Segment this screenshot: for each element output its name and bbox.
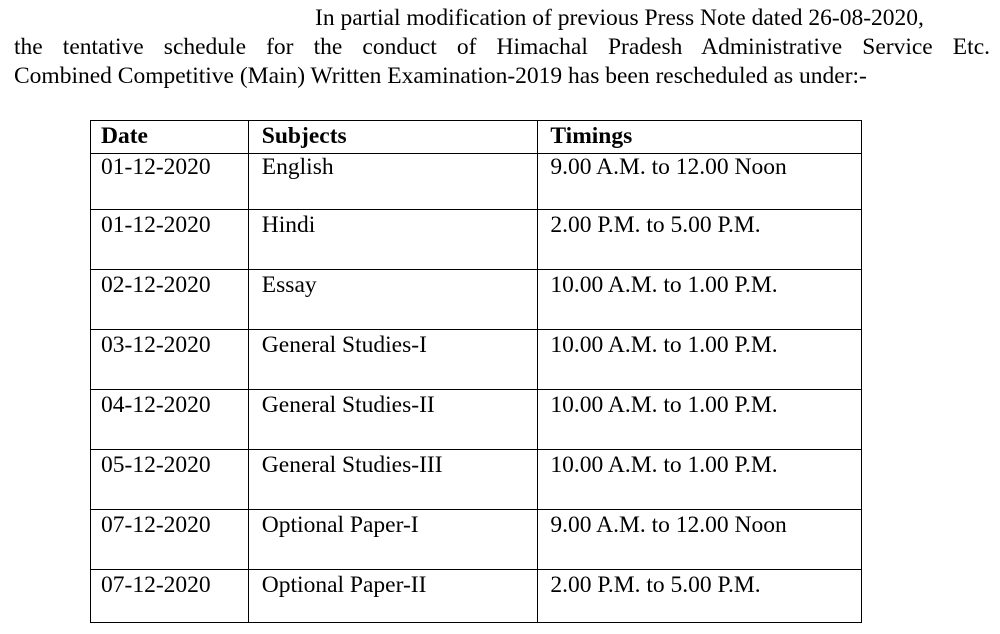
cell-subject: Essay	[248, 270, 538, 330]
intro-line-1: In partial modification of previous Press Note dated 26-08-2020,	[315, 5, 924, 31]
table-row	[91, 154, 862, 210]
header-date: Date	[91, 121, 249, 154]
cell-timing: 10.00 A.M. to 1.00 P.M.	[538, 450, 862, 510]
cell-subject: Optional Paper-II	[248, 570, 538, 623]
header-timings: Timings	[538, 121, 862, 154]
cell-date: 07-12-2020	[91, 570, 249, 623]
table-row	[91, 510, 862, 570]
cell-date: 04-12-2020	[91, 390, 249, 450]
cell-date: 05-12-2020	[91, 450, 249, 510]
cell-timing: 2.00 P.M. to 5.00 P.M.	[538, 210, 862, 270]
table-row	[91, 330, 862, 390]
table-row	[91, 390, 862, 450]
cell-subject: Optional Paper-I	[248, 510, 538, 570]
table-row	[91, 450, 862, 510]
cell-subject: General Studies-III	[248, 450, 538, 510]
cell-subject: Hindi	[248, 210, 538, 270]
cell-subject: English	[248, 154, 538, 210]
cell-subject: General Studies-I	[248, 330, 538, 390]
table-row	[91, 210, 862, 270]
cell-subject: General Studies-II	[248, 390, 538, 450]
cell-timing: 10.00 A.M. to 1.00 P.M.	[538, 270, 862, 330]
header-subjects: Subjects	[248, 121, 538, 154]
intro-line-3: Combined Competitive (Main) Written Examination-2019 has been rescheduled as under:-	[14, 63, 867, 89]
cell-timing: 10.00 A.M. to 1.00 P.M.	[538, 330, 862, 390]
cell-timing: 9.00 A.M. to 12.00 Noon	[538, 154, 862, 210]
table-row	[91, 570, 862, 623]
cell-date: 03-12-2020	[91, 330, 249, 390]
table-header-row	[91, 121, 862, 154]
exam-schedule-table	[90, 120, 862, 623]
table-row	[91, 270, 862, 330]
cell-timing: 9.00 A.M. to 12.00 Noon	[538, 510, 862, 570]
cell-date: 02-12-2020	[91, 270, 249, 330]
intro-line-2: the tentative schedule for the conduct of Himachal Pradesh Administrative Service Etc.	[14, 34, 990, 60]
cell-date: 07-12-2020	[91, 510, 249, 570]
cell-date: 01-12-2020	[91, 154, 249, 210]
cell-timing: 2.00 P.M. to 5.00 P.M.	[538, 570, 862, 623]
press-note-intro	[14, 4, 990, 91]
cell-timing: 10.00 A.M. to 1.00 P.M.	[538, 390, 862, 450]
cell-date: 01-12-2020	[91, 210, 249, 270]
